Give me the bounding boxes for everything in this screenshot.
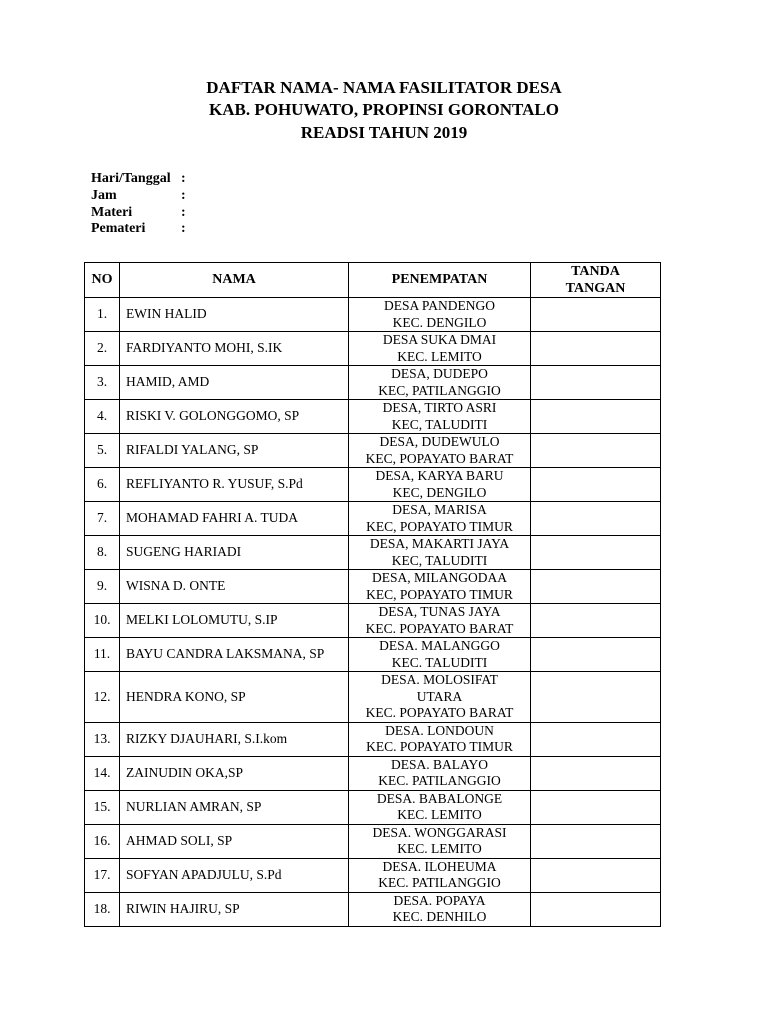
cell-nama: RIWIN HAJIRU, SP: [120, 892, 349, 926]
cell-tanda-tangan[interactable]: [531, 366, 661, 400]
header-tanda-tangan: [531, 263, 661, 298]
penempatan-line: DESA, TIRTO ASRI: [382, 400, 497, 415]
cell-penempatan: [349, 468, 531, 502]
meta-label: Hari/Tanggal: [91, 171, 171, 186]
cell-penempatan: [349, 298, 531, 332]
document-title-line-1: DAFTAR NAMA- NAMA FASILITATOR DESA: [206, 78, 562, 97]
cell-penempatan: [349, 858, 531, 892]
penempatan-line: KEC, TALUDITI: [391, 416, 488, 432]
cell-penempatan: [349, 790, 531, 824]
cell-tanda-tangan[interactable]: [531, 756, 661, 790]
cell-penempatan: [349, 824, 531, 858]
cell-nama: AHMAD SOLI, SP: [120, 824, 349, 858]
table-row: [85, 366, 661, 400]
meta-materi: [91, 205, 186, 221]
penempatan-line: KEC. POPAYATO BARAT: [365, 620, 514, 636]
cell-tanda-tangan[interactable]: [531, 502, 661, 536]
cell-penempatan: [349, 892, 531, 926]
cell-no: 6.: [85, 468, 120, 502]
penempatan-line: KEC, TALUDITI: [391, 552, 488, 568]
cell-no: 15.: [85, 790, 120, 824]
penempatan-line: KEC. PATILANGGIO: [378, 875, 501, 890]
document-title-line-3: READSI TAHUN 2019: [300, 123, 468, 142]
meta-separator: :: [181, 171, 186, 186]
penempatan-line: DESA. POPAYA: [393, 892, 486, 908]
cell-tanda-tangan[interactable]: [531, 672, 661, 723]
cell-tanda-tangan[interactable]: [531, 892, 661, 926]
penempatan-line: KEC. TALUDITI: [391, 654, 488, 670]
penempatan-line: DESA, KARYA BARU: [375, 468, 504, 483]
cell-no: 16.: [85, 824, 120, 858]
cell-no: 1.: [85, 298, 120, 332]
header-penempatan: PENEMPATAN: [349, 263, 531, 298]
cell-nama: RISKI V. GOLONGGOMO, SP: [120, 400, 349, 434]
table-row: [85, 434, 661, 468]
header-no: NO: [85, 263, 120, 298]
cell-no: 18.: [85, 892, 120, 926]
cell-nama: ZAINUDIN OKA,SP: [120, 756, 349, 790]
cell-no: 7.: [85, 502, 120, 536]
table-row: [85, 468, 661, 502]
penempatan-line: DESA. LONDOUN: [385, 722, 494, 738]
cell-no: 2.: [85, 332, 120, 366]
cell-nama: BAYU CANDRA LAKSMANA, SP: [120, 638, 349, 672]
cell-tanda-tangan[interactable]: [531, 604, 661, 638]
cell-no: 4.: [85, 400, 120, 434]
penempatan-line: DESA, MILANGODAA: [372, 570, 507, 585]
penempatan-line: DESA SUKA DMAI: [382, 332, 497, 347]
penempatan-line: DESA, TUNAS JAYA: [378, 604, 501, 619]
table-row: [85, 858, 661, 892]
cell-no: 17.: [85, 858, 120, 892]
penempatan-line: KEC. DENHILO: [392, 909, 487, 924]
cell-nama: RIZKY DJAUHARI, S.I.kom: [120, 722, 349, 756]
cell-nama: REFLIYANTO R. YUSUF, S.Pd: [120, 468, 349, 502]
penempatan-line: KEC. POPAYATO TIMUR: [366, 739, 513, 754]
cell-tanda-tangan[interactable]: [531, 824, 661, 858]
header-tanda-line-1: TANDA: [571, 264, 620, 279]
penempatan-line: KEC. LEMITO: [397, 348, 482, 364]
cell-tanda-tangan[interactable]: [531, 790, 661, 824]
cell-penempatan: [349, 638, 531, 672]
cell-penempatan: [349, 332, 531, 366]
penempatan-line: KEC. LEMITO: [397, 841, 482, 856]
penempatan-line: DESA. MOLOSIFAT: [381, 672, 498, 687]
cell-penempatan: [349, 570, 531, 604]
meta-label: Pemateri: [91, 221, 146, 236]
cell-nama: HENDRA KONO, SP: [120, 672, 349, 723]
cell-penempatan: [349, 502, 531, 536]
penempatan-line: KEC. PATILANGGIO: [378, 773, 501, 788]
penempatan-line: DESA, DUDEPO: [391, 366, 488, 381]
cell-tanda-tangan[interactable]: [531, 434, 661, 468]
table-row: [85, 722, 661, 756]
cell-no: 12.: [85, 672, 120, 723]
table-row: [85, 502, 661, 536]
table-row: [85, 400, 661, 434]
penempatan-line: KEC, POPAYATO TIMUR: [366, 518, 513, 534]
penempatan-line: KEC, POPAYATO TIMUR: [366, 586, 513, 602]
penempatan-line: DESA, DUDEWULO: [379, 434, 500, 449]
cell-tanda-tangan[interactable]: [531, 722, 661, 756]
cell-penempatan: [349, 434, 531, 468]
cell-no: 3.: [85, 366, 120, 400]
table-row: [85, 536, 661, 570]
cell-no: 14.: [85, 756, 120, 790]
cell-tanda-tangan[interactable]: [531, 638, 661, 672]
penempatan-line: DESA. BABALONGE: [376, 790, 503, 806]
meta-hari-tanggal: [91, 171, 186, 187]
cell-penempatan: [349, 722, 531, 756]
penempatan-line: DESA. ILOHEUMA: [382, 858, 497, 874]
cell-nama: EWIN HALID: [120, 298, 349, 332]
penempatan-line: DESA. WONGGARASI: [372, 824, 507, 840]
penempatan-line: KEC. LEMITO: [397, 807, 482, 822]
cell-no: 8.: [85, 536, 120, 570]
cell-penempatan: [349, 672, 531, 723]
penempatan-line: DESA, MAKARTI JAYA: [369, 536, 510, 551]
penempatan-line: KEC, POPAYATO BARAT: [365, 450, 514, 466]
meta-jam: [91, 188, 186, 204]
meta-separator: :: [181, 221, 186, 236]
cell-penempatan: [349, 536, 531, 570]
cell-nama: WISNA D. ONTE: [120, 570, 349, 604]
cell-no: 5.: [85, 434, 120, 468]
meta-label: Jam: [91, 188, 117, 203]
cell-tanda-tangan[interactable]: [531, 298, 661, 332]
table-row: [85, 756, 661, 790]
penempatan-line: DESA. BALAYO: [390, 756, 488, 772]
facilitator-table: [84, 262, 661, 927]
cell-tanda-tangan[interactable]: [531, 536, 661, 570]
document-title-line-2: KAB. POHUWATO, PROPINSI GORONTALO: [209, 100, 559, 119]
penempatan-line: KEC. POPAYATO BARAT: [365, 705, 514, 720]
meta-label: Materi: [91, 205, 133, 220]
cell-penempatan: [349, 756, 531, 790]
table-row: [85, 824, 661, 858]
meta-separator: :: [181, 205, 186, 220]
cell-penempatan: [349, 604, 531, 638]
cell-nama: SUGENG HARIADI: [120, 536, 349, 570]
penempatan-line: DESA, MARISA: [392, 502, 487, 517]
cell-tanda-tangan[interactable]: [531, 570, 661, 604]
table-row: [85, 790, 661, 824]
penempatan-line: KEC, DENGILO: [392, 484, 487, 500]
meta-separator: :: [181, 188, 186, 203]
table-header-row: [85, 263, 661, 298]
cell-tanda-tangan[interactable]: [531, 468, 661, 502]
cell-nama: FARDIYANTO MOHI, S.IK: [120, 332, 349, 366]
table-row: [85, 892, 661, 926]
penempatan-line: UTARA: [416, 688, 463, 704]
cell-no: 11.: [85, 638, 120, 672]
header-nama: NAMA: [120, 263, 349, 298]
cell-tanda-tangan[interactable]: [531, 400, 661, 434]
table-row: [85, 298, 661, 332]
header-tanda-line-2: TANGAN: [565, 281, 626, 296]
meta-pemateri: [91, 221, 186, 237]
cell-nama: MOHAMAD FAHRI A. TUDA: [120, 502, 349, 536]
cell-nama: SOFYAN APADJULU, S.Pd: [120, 858, 349, 892]
cell-no: 9.: [85, 570, 120, 604]
cell-penempatan: [349, 366, 531, 400]
penempatan-line: DESA PANDENGO: [384, 298, 495, 313]
cell-nama: HAMID, AMD: [120, 366, 349, 400]
penempatan-line: KEC. DENGILO: [392, 314, 487, 330]
cell-tanda-tangan[interactable]: [531, 858, 661, 892]
cell-no: 13.: [85, 722, 120, 756]
table-row: [85, 672, 661, 723]
cell-no: 10.: [85, 604, 120, 638]
table-row: [85, 604, 661, 638]
penempatan-line: KEC, PATILANGGIO: [378, 382, 501, 398]
cell-nama: RIFALDI YALANG, SP: [120, 434, 349, 468]
penempatan-line: DESA. MALANGGO: [379, 638, 500, 653]
cell-penempatan: [349, 400, 531, 434]
cell-nama: NURLIAN AMRAN, SP: [120, 790, 349, 824]
cell-tanda-tangan[interactable]: [531, 332, 661, 366]
table-row: [85, 570, 661, 604]
table-row: [85, 332, 661, 366]
cell-nama: MELKI LOLOMUTU, S.IP: [120, 604, 349, 638]
table-row: [85, 638, 661, 672]
